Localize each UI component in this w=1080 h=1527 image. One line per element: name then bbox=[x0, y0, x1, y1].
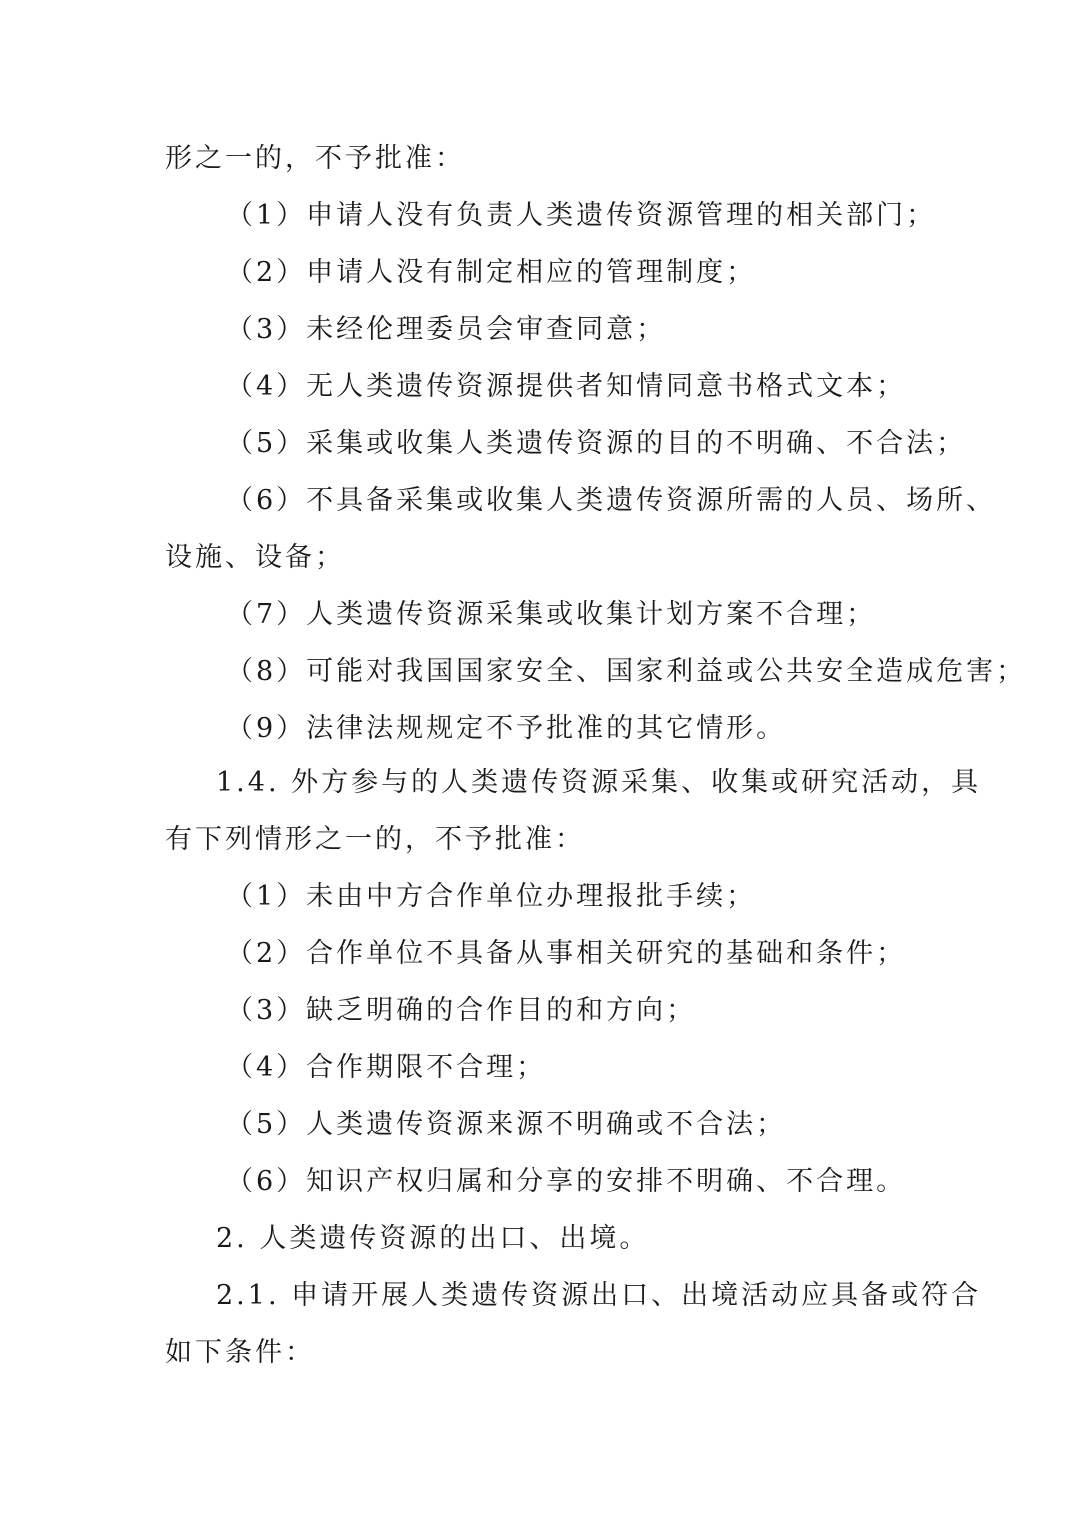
text-line: 有下列情形之一的，不予批准： bbox=[165, 824, 585, 855]
text-line: （1）未由中方合作单位办理报批手续； bbox=[226, 881, 757, 912]
text-line: （9）法律法规规定不予批准的其它情形。 bbox=[226, 713, 787, 744]
section-heading: 2.1. 申请开展人类遗传资源出口、出境活动应具备或符合 bbox=[216, 1280, 982, 1311]
text-line: （7）人类遗传资源采集或收集计划方案不合理； bbox=[226, 599, 877, 630]
section-heading: 2. 人类遗传资源的出口、出境。 bbox=[216, 1223, 650, 1254]
text-line: （4）合作期限不合理； bbox=[226, 1052, 547, 1083]
text-line: （2）合作单位不具备从事相关研究的基础和条件； bbox=[226, 938, 907, 969]
text-line: 如下条件： bbox=[165, 1337, 315, 1368]
text-line: 形之一的，不予批准： bbox=[165, 143, 465, 174]
text-line: （1）申请人没有负责人类遗传资源管理的相关部门； bbox=[226, 200, 937, 231]
text-line: 设施、设备； bbox=[165, 542, 345, 573]
text-line: （5）人类遗传资源来源不明确或不合法； bbox=[226, 1109, 787, 1140]
text-line: （5）采集或收集人类遗传资源的目的不明确、不合法； bbox=[226, 428, 967, 459]
text-line: （4）无人类遗传资源提供者知情同意书格式文本； bbox=[226, 371, 907, 402]
text-line: （6）不具备采集或收集人类遗传资源所需的人员、场所、 bbox=[226, 485, 997, 516]
text-line: （3）缺乏明确的合作目的和方向； bbox=[226, 995, 697, 1026]
text-line: （2）申请人没有制定相应的管理制度； bbox=[226, 257, 757, 288]
section-heading: 1.4. 外方参与的人类遗传资源采集、收集或研究活动，具 bbox=[216, 767, 982, 798]
text-line: （6）知识产权归属和分享的安排不明确、不合理。 bbox=[226, 1166, 907, 1197]
text-line: （8）可能对我国国家安全、国家利益或公共安全造成危害； bbox=[226, 656, 1027, 687]
text-line: （3）未经伦理委员会审查同意； bbox=[226, 314, 667, 345]
